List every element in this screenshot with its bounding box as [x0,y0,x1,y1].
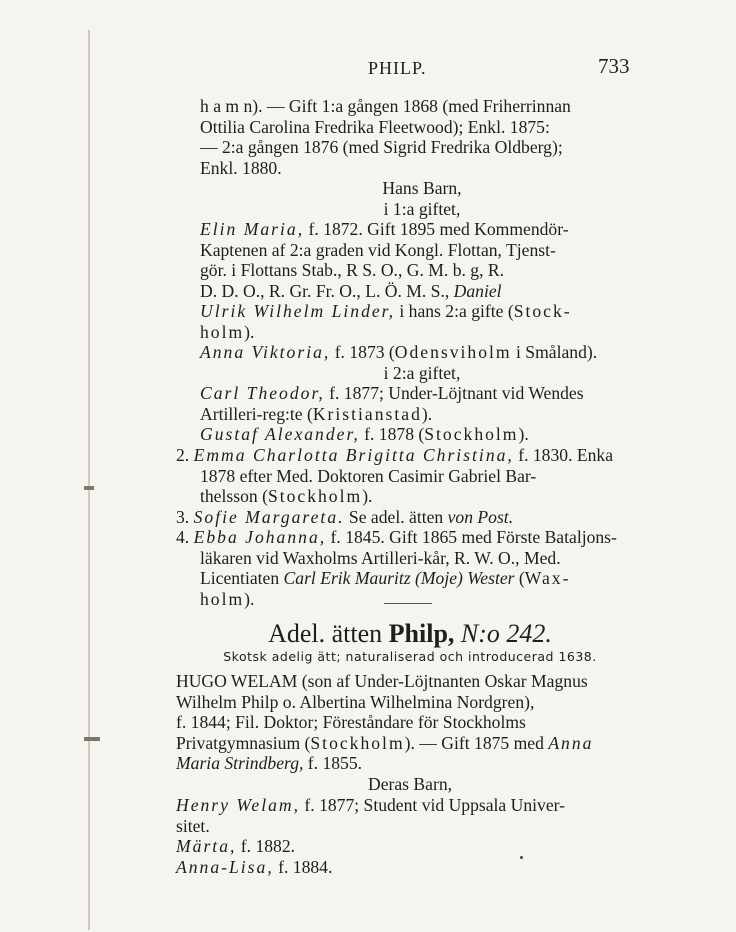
person-name: Märta, [176,836,237,856]
running-head-title: PHILP. [368,58,427,78]
text-line: f. 1844; Fil. Doktor; Föreståndare för Stockholms [176,712,526,732]
entry-text: f. 1877; Under-Löjtnant vid Wendes [324,383,584,403]
entry-text: ). [362,486,373,506]
spouse-name: Ulrik Wilhelm Linder, [200,301,395,321]
page-number: 733 [598,54,630,78]
person-name: Sofie Margareta. [193,507,345,527]
entry-text: f. 1877; Student vid Uppsala Univer- [300,795,565,815]
binding-mark [84,486,94,490]
entry-gustaf [200,424,644,445]
spouse-name: Anna [548,732,594,753]
entry-text: f. 1884. [273,857,333,877]
entry-text: i Småland). [511,342,598,362]
entry-text: i hans 2:a gifte ( [394,301,514,321]
page-binding-edge [88,30,90,930]
entry-text: Se adel. ätten [344,507,448,527]
entry-elin [200,219,644,342]
text-line: Kaptenen af 2:a graden vid Kongl. Flottan, Tjenst- [200,239,556,260]
text-line: HUGO WELAM (son af Under-Löjtnanten Oskar Magnus [176,671,588,691]
place-name: holm [200,321,245,342]
entry-ebba [176,527,668,609]
spouse-name: Daniel [453,280,502,301]
place-name: Odensviholm [394,342,512,362]
entry-text: D. D. O., R. Gr. Fr. O., L. Ö. M. S., [200,280,454,301]
entry-text: ). [421,403,433,424]
section-divider [384,603,432,604]
entry-text: f. 1873 ( [330,342,395,362]
entry-text: f. 1882. [236,836,296,856]
person-name: Emma Charlotta Brigitta Christina, [193,445,514,465]
entry-text: ). [244,321,255,342]
text-line: — 2:a gången 1876 (med Sigrid Fredrika Oldberg); [200,137,563,157]
marriage-subheading: i 1:a giftet, [383,198,461,219]
place-name: Kristianstad [312,403,422,424]
children-heading [176,774,644,795]
text-line: Enkl. 1880. [200,157,282,178]
person-name: Carl Theodor, [200,383,325,403]
person-name: Gustaf Alexander, [200,424,360,444]
entry-text: ). [244,588,255,609]
place-name: Stockholm [424,424,519,444]
entry-number: 2. [176,445,190,465]
entry-annalisa [176,857,644,878]
entry-text: 1878 efter Med. Doktoren Casimir Gabriel Bar- [200,465,537,486]
person-name: Elin Maria, [200,219,305,239]
cross-reference: von Post. [447,507,514,527]
place-name: Stockholm [267,486,363,506]
entry-carl [200,383,644,424]
entry-number: 3. [176,507,190,527]
entry-text: ( [514,568,525,588]
entry-number: 4. [176,527,190,547]
entry-text: f. 1872. Gift 1895 med Kommendör- [304,219,569,239]
person-name: Ebba Johanna, [193,527,327,547]
children-heading [200,178,644,219]
text-line: gör. i Flottans Stab., R S. O., G. M. b. g, R. [200,260,505,280]
text-line: Wilhelm Philp o. Albertina Wilhelmina Nordgren), [176,691,535,712]
family-number: N:o 242. [454,619,552,648]
entry-text: Artilleri-reg:te ( [200,403,313,424]
entry-text: thelsson ( [200,486,268,506]
entry-text: Licentiaten [200,568,284,588]
running-head [0,54,736,80]
family-name: Philp, [388,619,455,648]
ink-speck [520,856,523,859]
person-name: Henry Welam, [176,795,301,815]
text-line: h a m n). — Gift 1:a gången 1868 (med Friherrinnan [200,96,571,116]
place-name: holm [200,588,245,609]
person-name: Anna Viktoria, [200,342,331,362]
person-name: Anna-Lisa, [176,857,274,877]
entry-emma [176,445,668,507]
entry-text: ). [518,424,529,444]
entry-text: f. 1845. Gift 1865 med Förste Bataljons- [326,527,617,547]
spouse-name: Maria Strindberg, [176,753,304,773]
entry-text: f. 1855. [303,753,363,773]
entry-hugo [176,671,644,774]
place-name: Stockholm [310,732,405,753]
section-heading: Hans Barn, [382,178,462,198]
entry-anna [200,342,644,383]
place-name: Stock- [513,301,572,321]
text-line: sitet. [176,815,210,836]
first-entry [200,96,644,178]
marriage-subheading: i 2:a giftet, [383,362,461,383]
family-heading-prefix: Adel. ätten [268,619,389,648]
entry-text: läkaren vid Waxholms Artilleri-kår, R. W. O., Med. [200,547,561,568]
entry-sofie [176,507,644,528]
entry-henry [176,795,644,836]
entry-text: f. 1830. Enka [513,445,614,465]
binding-mark [84,737,100,741]
entry-text: f. 1878 ( [359,424,425,444]
section-heading: Deras Barn, [367,774,453,794]
family-subtitle: Skotsk adelig ätt; naturaliserad och introducerad 1638. [223,649,597,664]
text-line: Ottilia Carolina Fredrika Fleetwood); Enkl. 1875: [200,116,550,137]
entry-text: Privatgymnasium ( [176,732,311,753]
spouse-name: Carl Erik Mauritz (Moje) Wester [283,568,515,588]
place-name: Wax- [524,568,571,588]
entry-text: ). — Gift 1875 med [404,732,549,753]
entry-marta [176,836,644,857]
family-heading [160,619,660,649]
